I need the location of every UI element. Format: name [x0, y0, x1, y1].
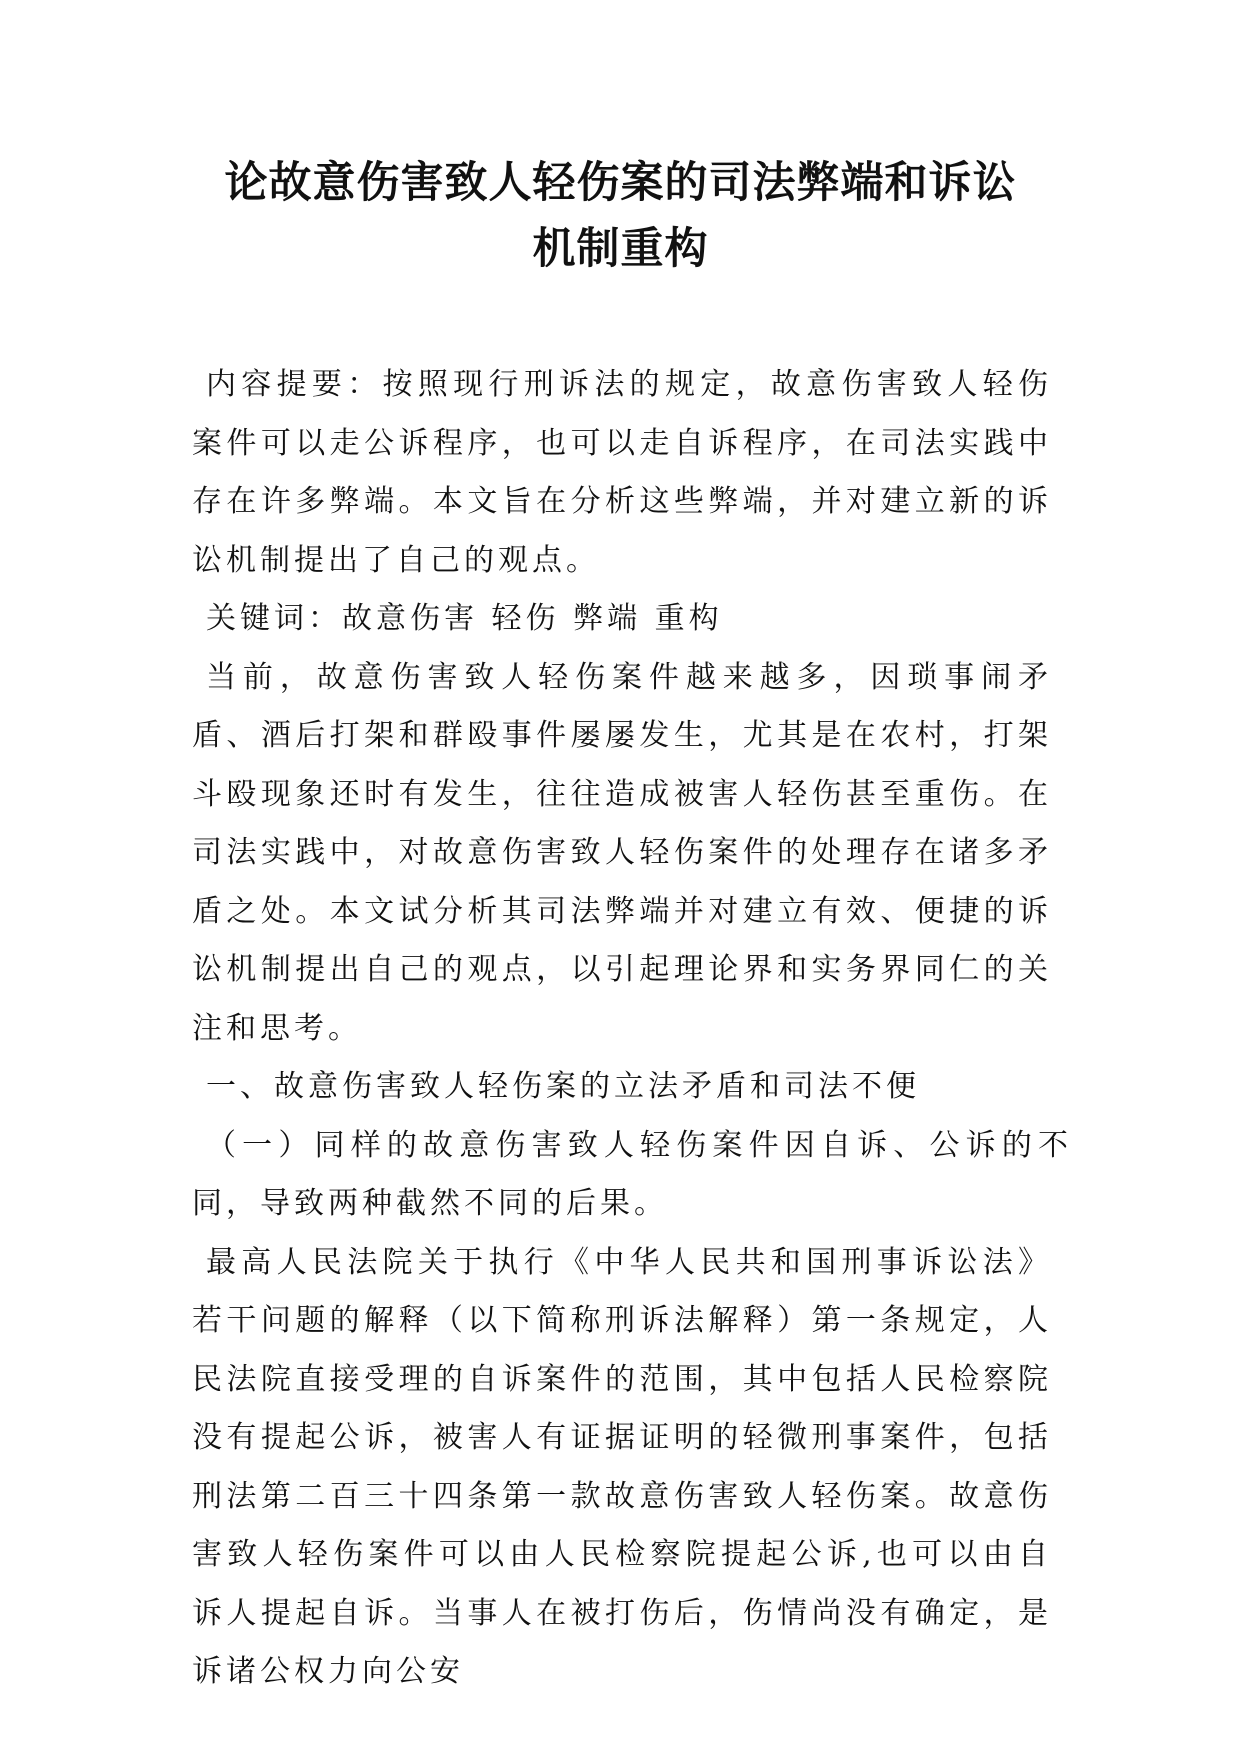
introduction-paragraph: 当前，故意伤害致人轻伤案件越来越多，因琐事闹矛盾、酒后打架和群殴事件屡屡发生，尤其是在农村，打架斗殴现象还时有发生，往往造成被害人轻伤甚至重伤。在司法实践中，对故意伤害致人轻伤案件的处理存在诸多矛盾之处。本文试分析其司法弊端并对建立有效、便捷的诉讼机制提出自己的观点，以引起理论界和实务界同仁的关注和思考。 — [192, 659, 1052, 1046]
keywords-paragraph: 关键词：故意伤害 轻伤 弊端 重构 — [206, 601, 723, 636]
body-paragraph: 最高人民法院关于执行《中华人民共和国刑事诉讼法》若干问题的解释（以下简称刑诉法解释）第一条规定，人民法院直接受理的自诉案件的范围，其中包括人民检察院没有提起公诉，被害人有证据证明的轻微刑事案件，包括刑法第二百三十四条第一款故意伤害致人轻伤案。故意伤害致人轻伤案件可以由人民检察院提起公诉,也可以由自诉人提起自诉。当事人在被打伤后，伤情尚没有确定，是诉诸公权力向公安 — [192, 1244, 1052, 1689]
document-title — [150, 150, 1091, 282]
subsection-heading-1: （一）同样的故意伤害致人轻伤案件因自诉、公诉的不同，导致两种截然不同的后果。 — [192, 1127, 1072, 1221]
title-line-2: 机制重构 — [532, 224, 709, 274]
document-body — [192, 356, 1072, 1702]
section-heading-1: 一、故意伤害致人轻伤案的立法矛盾和司法不便 — [206, 1069, 920, 1104]
abstract-paragraph: 内容提要：按照现行刑诉法的规定，故意伤害致人轻伤案件可以走公诉程序，也可以走自诉程序，在司法实践中存在许多弊端。本文旨在分析这些弊端，并对建立新的诉讼机制提出了自己的观点。 — [192, 367, 1052, 578]
title-line-1: 论故意伤害致人轻伤案的司法弊端和诉讼 — [224, 158, 1017, 208]
